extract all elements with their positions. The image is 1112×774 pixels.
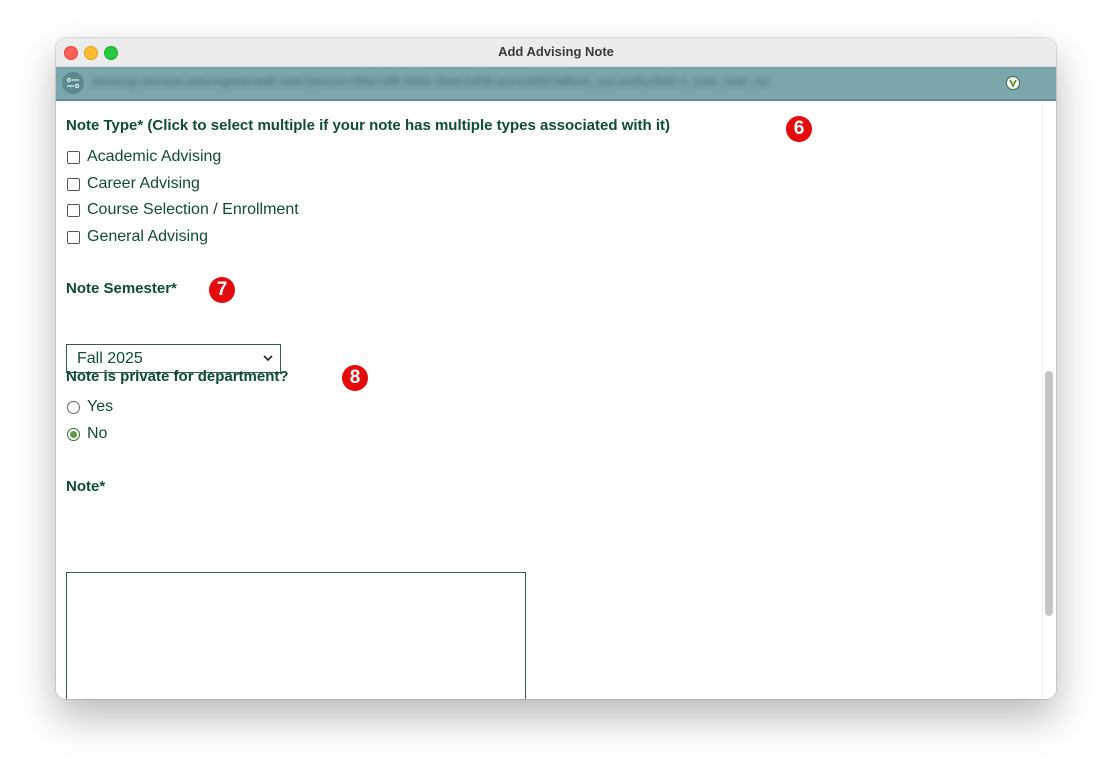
title-bar — [56, 38, 1056, 67]
radio-button-selected[interactable] — [67, 428, 80, 441]
note-label: Note* — [66, 478, 106, 495]
note-textarea[interactable] — [66, 572, 526, 699]
option-label: Career Advising — [87, 175, 200, 192]
option-label: Academic Advising — [87, 148, 222, 165]
note-semester-label: Note Semester* — [66, 280, 177, 297]
private-label: Note is private for department? — [66, 368, 289, 385]
checkbox[interactable] — [67, 231, 80, 244]
radio-button[interactable] — [67, 401, 80, 414]
site-settings-icon[interactable] — [62, 72, 84, 94]
option-label: Yes — [87, 398, 114, 415]
scrollbar-thumb[interactable] — [1045, 371, 1053, 616]
window-title: Add Advising Note — [498, 44, 614, 59]
address-bar — [56, 67, 1056, 101]
step-badge-6: 6 — [786, 116, 812, 142]
browser-window — [56, 38, 1056, 699]
option-label: General Advising — [87, 228, 208, 245]
url-text[interactable]: advising.clemson.edu/register/add-note?person=0f4e7af8-5006-40a0-b308-ace3cb5b7ddform_sys.entity.field=c_note_user_rec — [92, 76, 771, 88]
checkbox[interactable] — [67, 204, 80, 217]
checkbox[interactable] — [67, 151, 80, 164]
step-badge-8: 8 — [342, 365, 368, 391]
option-label: Course Selection / Enrollment — [87, 201, 299, 218]
step-badge-7: 7 — [209, 277, 235, 303]
note-type-label: Note Type* (Click to select multiple if your note has multiple types associated with it) — [66, 117, 671, 134]
option-label: No — [87, 425, 108, 442]
checkbox[interactable] — [67, 178, 80, 191]
selected-semester: Fall 2025 — [77, 350, 143, 367]
extension-icon[interactable] — [1006, 76, 1020, 90]
page-content — [56, 101, 1056, 699]
